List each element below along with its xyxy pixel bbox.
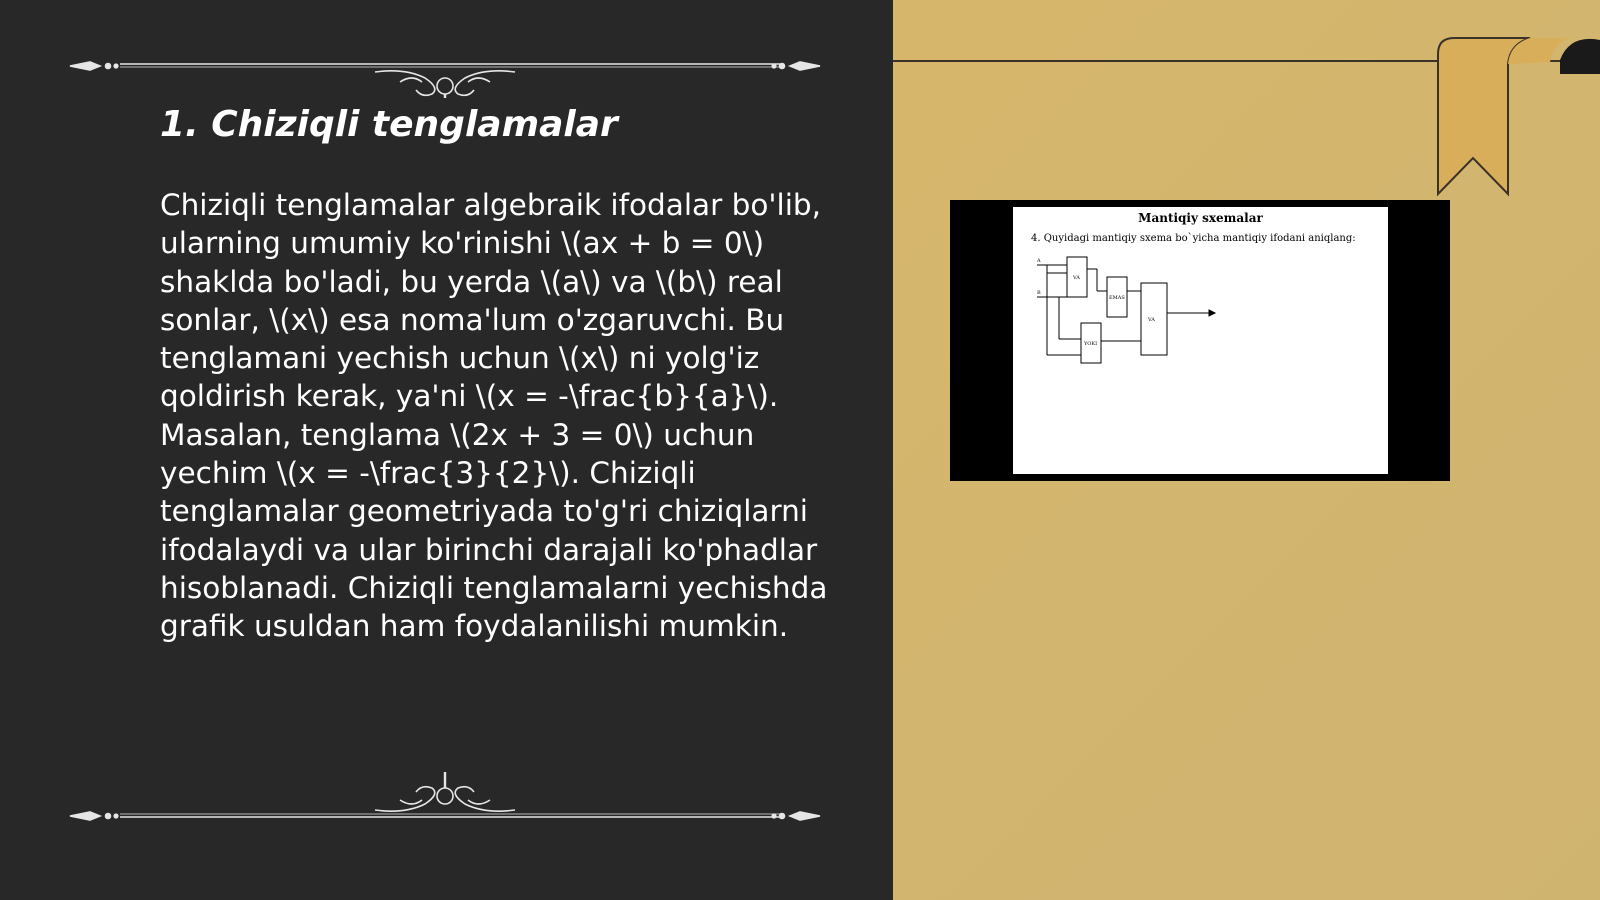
input-b-label: B [1037,290,1041,296]
image-title: Mantiqiy sxemalar [1138,211,1263,225]
input-a-label: A [1037,258,1041,264]
slide-body-text: Chiziqli tenglamalar algebraik ifodalar bo'lib, ularning umumiy ko'rinishi \(ax + b = 0\) shaklda bo'ladi, bu yerda \(a\) va \(b\) real sonlar, \(x\) esa noma'lum o'zgaruvchi. Bu tenglamani yechish uchun \(x\) ni yolg'iz qoldirish kerak, ya'ni \(x = -\frac{b}{a}\). Masalan, tenglama \(2x + 3 = 0\) uchun yechim \(x = -\frac{3}{2}\). Chiziqli tenglamalar geometriyada to'g'ri chiziqlarni ifodalaydi va ular birinchi darajali ko'phadlar hisoblanadi. Chiziqli tenglamalarni yechishda grafik usuldan ham foydalanilishi mumkin. [160,188,828,644]
logic-circuit-diagram [1031,251,1231,371]
image-question: 4. Quyidagi mantiqiy sxema bo`yicha mantiqiy ifodani aniqlang: [1031,233,1356,244]
embedded-screenshot [950,200,1450,481]
top-flourish-ornament [60,38,830,98]
gate-out-label: VA [1148,317,1155,323]
bookmark-ribbon-icon [1430,34,1600,204]
slide-title: 1. Chiziqli tenglamalar [160,104,618,145]
screenshot-paper [1013,207,1388,474]
gate-not-label: EMAS [1109,295,1125,301]
bottom-flourish-ornament [60,772,830,832]
gate-or-label: YOKI [1084,341,1098,347]
gate-top-label: VA [1073,275,1080,281]
